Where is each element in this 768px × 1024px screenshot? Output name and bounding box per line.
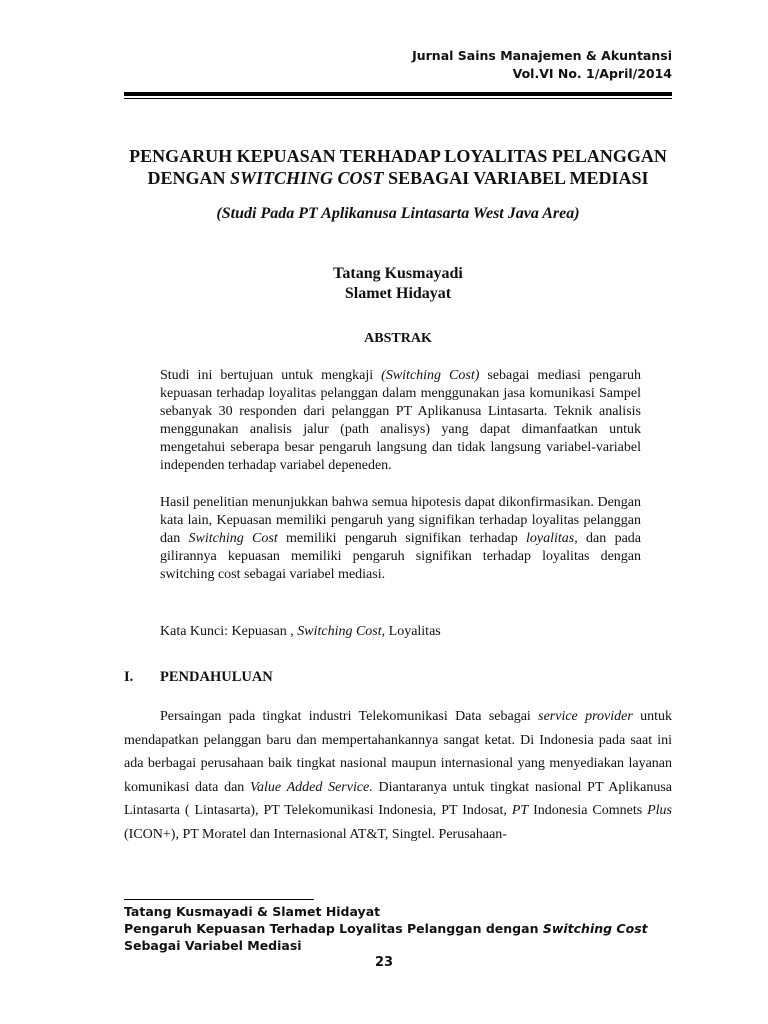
footer-italic-term: Switching Cost	[542, 921, 648, 936]
body-text: Persaingan pada tingkat industri Telekomunikasi Data sebagai	[160, 709, 539, 724]
abstract-italic-term: loyalitas	[526, 531, 575, 547]
keywords-text: , Loyalitas	[381, 624, 441, 639]
abstract-heading: ABSTRAK	[364, 331, 432, 346]
journal-volume: Vol.VI No. 1/April/2014	[512, 66, 672, 81]
body-text: Diantaranya untuk tingkat nasional PT Aplikanusa Lintasarta ( Lintasarta), PT Telekomunikasi Indonesia, PT Indosat,	[124, 779, 672, 819]
body-italic-term: Plus	[647, 803, 672, 819]
body-italic-term: service provider	[538, 709, 633, 724]
body-text: (ICON+), PT Moratel dan Internasional AT&T, Singtel. Perusahaan-	[124, 826, 507, 842]
abstract-paragraph-1	[160, 367, 641, 476]
abstract-text: Hasil penelitian menunjukkan bahwa semua hipotesis dapat dikonfirmasikan. Dengan kata lain, Kepuasan memiliki pengaruh yang signifikan terhadap loyalitas pelanggan dan	[160, 495, 641, 547]
section-title: PENDAHULUAN	[160, 669, 273, 685]
page-number: 23	[374, 955, 394, 970]
keywords	[160, 624, 441, 640]
title-text: DENGAN	[147, 168, 231, 188]
header-rule-thin	[124, 98, 672, 99]
abstract-text: Studi ini bertujuan untuk mengkaji	[160, 368, 382, 383]
footer-rule	[124, 899, 314, 900]
abstract-italic-term: Switching Cost	[188, 531, 278, 547]
paper-title-line-1: PENGARUH KEPUASAN TERHADAP LOYALITAS PELANGGAN	[129, 146, 667, 166]
body-italic-term: Value Added Service.	[250, 779, 373, 795]
body-paragraph	[124, 705, 672, 847]
abstract-paragraph-2	[160, 494, 641, 584]
author-name: Tatang Kusmayadi	[333, 265, 463, 282]
abstract-text: , dan pada gilirannya kepuasan memiliki pengaruh signifikan terhadap loyalitas dengan switching cost sebagai variabel mediasi.	[160, 531, 641, 583]
body-text: Indonesia Comnets	[528, 803, 648, 819]
paper-subtitle: (Studi Pada PT Aplikanusa Lintasarta West Java Area)	[216, 205, 580, 222]
footer-title-line-2: Sebagai Variabel Mediasi	[124, 938, 302, 953]
section-number: I.	[124, 669, 134, 685]
abstract-text: sebagai mediasi pengaruh kepuasan terhadap loyalitas pelanggan dalam menggunakan jasa komunikasi Sampel sebanyak 30 responden dari pelanggan PT Aplikanusa Lintasarta. Teknik analisis menggunakan analisis jalur (path analisys) yang dapat dimanfaatkan untuk mengetahui seberapa besar pengaruh langsung dan tidak langsung variabel-variabel independen terhadap variabel depeneden.	[160, 368, 641, 474]
keywords-text: Kata Kunci: Kepuasan ,	[160, 624, 298, 639]
paper-title-line-2	[124, 167, 672, 189]
journal-name: Jurnal Sains Manajemen & Akuntansi	[412, 48, 672, 63]
body-italic-term: PT	[511, 803, 529, 819]
abstract-text: memiliki pengaruh signifikan terhadap	[277, 531, 527, 547]
footer-authors: Tatang Kusmayadi & Slamet Hidayat	[124, 904, 381, 919]
title-text: SEBAGAI VARIABEL MEDIASI	[383, 168, 649, 188]
author-name: Slamet Hidayat	[344, 285, 452, 302]
footer-title-text: Pengaruh Kepuasan Terhadap Loyalitas Pelanggan dengan	[124, 921, 543, 936]
footer-title	[124, 921, 648, 936]
body-text: untuk mendapatkan pelanggan baru dan mempertahankannya sangat ketat. Di Indonesia pada saat ini ada berbagai perusahaan baik tingkat nasional maupun internasional yang menyediakan layanan komunikasi data dan	[124, 709, 672, 795]
header-rule-thick	[124, 92, 672, 96]
title-italic-term: SWITCHING COST	[230, 168, 384, 188]
keywords-italic-term: Switching Cost	[297, 624, 382, 639]
abstract-italic-term: (Switching Cost)	[381, 368, 480, 383]
